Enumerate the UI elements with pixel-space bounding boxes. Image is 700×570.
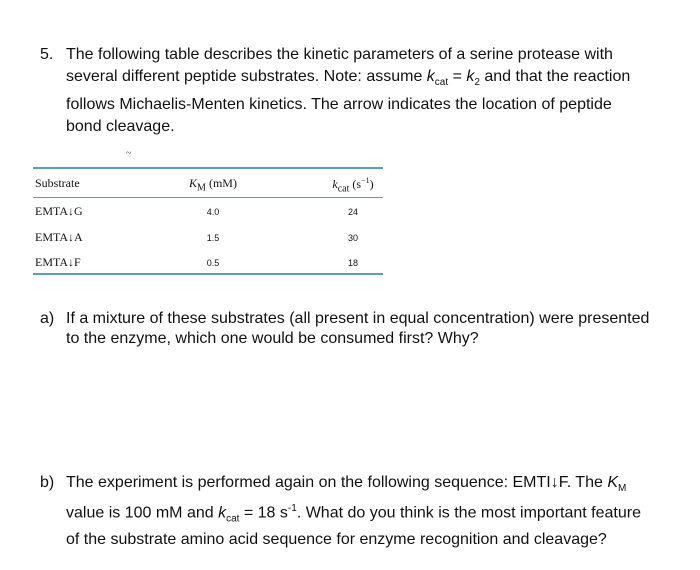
question-line-1: The following table describes the kinetic parameters of a serine protease with xyxy=(66,46,613,63)
part-a-text xyxy=(66,309,688,349)
header-kcat: $k_{cat}$ $(s^{-1})$ xyxy=(332,176,374,195)
part-b-label: b) xyxy=(40,474,55,491)
part-b-line-1: The experiment is performed again on the following sequence: EMTI↓F. The $K_M$ xyxy=(66,474,627,495)
cell-kcat-2: 30 xyxy=(347,233,358,243)
question-line-4: bond cleavage. xyxy=(66,118,175,136)
cell-km-3: 0.5 xyxy=(206,258,220,268)
part-a-line-2: to the enzyme, which one would be consumed first? Why? xyxy=(66,330,479,347)
header-km: $K_M$ (mM) xyxy=(189,176,237,194)
cell-kcat-1: 24 xyxy=(347,207,358,217)
cell-km-1: 4.0 xyxy=(206,207,220,217)
header-substrate: Substrate xyxy=(35,176,80,190)
part-b-line-3: of the substrate amino acid sequence for enzyme recognition and cleavage? xyxy=(66,530,607,548)
question-line-2: several different peptide substrates. Note: assume $k_{cat} = k_2$ and that the reaction xyxy=(66,68,631,89)
part-b-line-2: value is 100 mM and $k_{cat} = 18$ $s^{-1}$. What do you think is the most important feature xyxy=(66,503,641,525)
cell-km-2: 1.5 xyxy=(206,233,220,243)
stray-mark: ~ xyxy=(126,148,132,159)
table-header-rule xyxy=(33,197,383,198)
question-text xyxy=(66,44,686,138)
part-a-line-1: If a mixture of these substrates (all present in equal concentration) were presented xyxy=(66,310,650,327)
part-a-label: a) xyxy=(40,310,55,327)
table-bottom-rule xyxy=(33,273,383,275)
question-line-3: follows Michaelis-Menten kinetics. The arrow indicates the location of peptide xyxy=(66,96,612,114)
cell-kcat-3: 18 xyxy=(347,258,358,268)
table-top-rule xyxy=(33,167,383,169)
cell-substrate-1: EMTA↓G xyxy=(35,204,83,218)
question-number: 5. xyxy=(40,46,54,63)
part-b-text xyxy=(66,473,688,550)
cell-substrate-2: EMTA↓A xyxy=(35,230,83,244)
cell-substrate-3: EMTA↓F xyxy=(35,255,81,269)
